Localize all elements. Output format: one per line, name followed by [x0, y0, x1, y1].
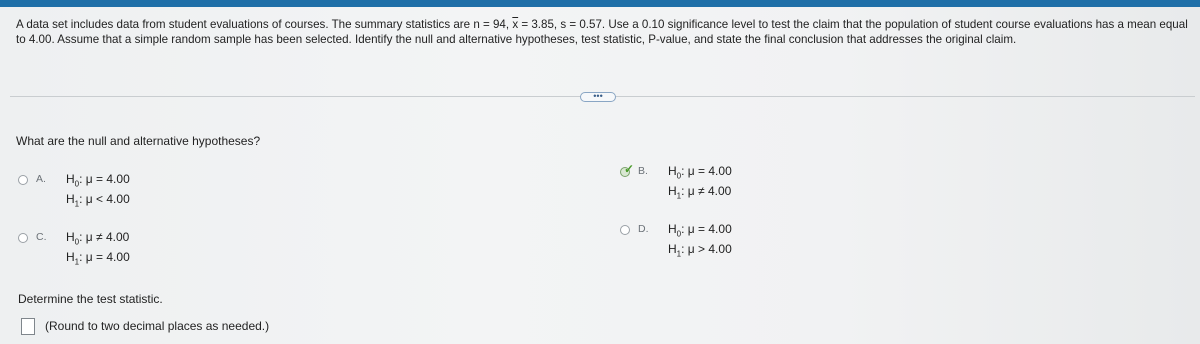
option-b[interactable]: [620, 164, 820, 204]
option-b-alt: $H_1$: μ ≠ 4.00: [668, 184, 732, 201]
radio-c[interactable]: [18, 233, 28, 243]
option-a[interactable]: [18, 172, 218, 212]
checkmark-icon: ✓: [624, 162, 635, 176]
top-accent-bar: [0, 0, 1200, 7]
radio-d[interactable]: [620, 225, 630, 235]
test-statistic-prompt: Determine the test statistic.: [18, 292, 163, 306]
option-c[interactable]: [18, 230, 218, 270]
option-d-alt: $H_1$: μ > 4.00: [668, 242, 732, 259]
xbar-symbol: $\overline{x}$: [512, 18, 519, 31]
option-c-letter: C.: [36, 231, 47, 243]
option-d-null: $H_0$: μ = 4.00: [668, 222, 732, 239]
option-c-alt: $H_1$: μ = 4.00: [66, 250, 130, 267]
option-d[interactable]: [620, 222, 820, 262]
option-c-null: $H_0$: μ ≠ 4.00: [66, 230, 130, 247]
option-b-null: $H_0$: μ = 4.00: [668, 164, 732, 181]
rounding-note: (Round to two decimal places as needed.): [45, 319, 270, 333]
more-button[interactable]: •••: [580, 92, 616, 102]
option-a-alt: $H_1$: μ < 4.00: [66, 192, 130, 209]
option-d-letter: D.: [638, 223, 649, 235]
hypotheses-prompt: What are the null and alternative hypotheses?: [16, 134, 261, 148]
option-a-letter: A.: [36, 173, 46, 185]
option-b-letter: B.: [638, 165, 648, 177]
test-statistic-input[interactable]: [21, 318, 35, 335]
radio-a[interactable]: [18, 175, 28, 185]
option-a-null: $H_0$: μ = 4.00: [66, 172, 130, 189]
question-text: A data set includes data from student evaluations of courses. The summary statistics are n = 94, $\overline{x} = 3.85$, s = 0.57. Use a 0.10 significance level to test the claim that the population of student course evaluations has a mean equal to 4.00. Assume that a simple random sample has been selected. Identify the null and alternative hypotheses, test statistic, P-value, and state the final conclusion that addresses the original claim.: [16, 18, 1188, 46]
